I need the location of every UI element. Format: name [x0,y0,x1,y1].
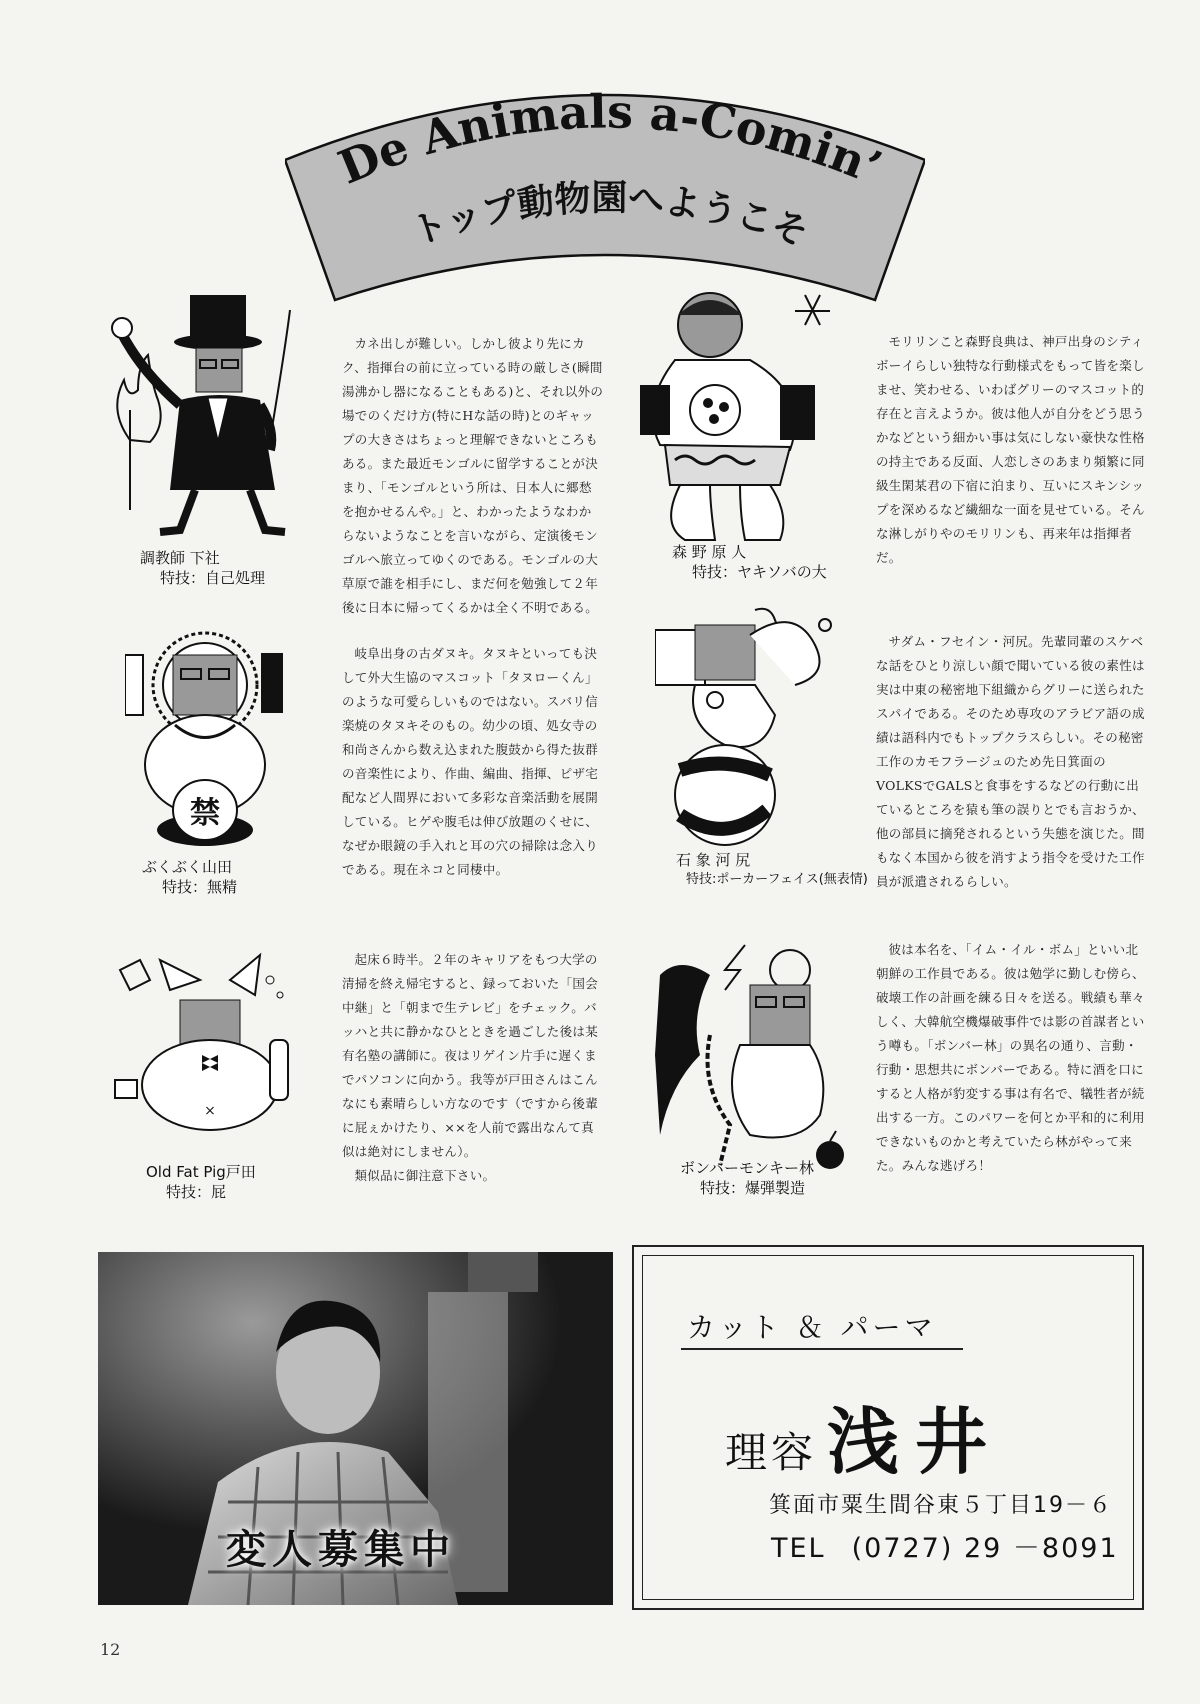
member-caption [142,857,237,897]
member-name: 森 野 原 人 [672,543,747,561]
member-caption [146,1162,256,1202]
svg-text:禁: 禁 [190,796,220,831]
member-bio-text: 起床６時半。２年のキャリアをもつ大学の清掃を終え帰宅すると、録っておいた「国会中継」と「朝まで生テレビ」をチェック。バッハと共に静かなひとときを過ごした後は某有名塾の講師に。夜はリゲイン片手に遅くまでパソコンに向かう。我等が戸田さんはこんなにも素晴らしい方なのです（ですから後輩に屁ぇかけたり、××を人前で露出なんて真似は絶対にしません）。 [342,952,599,1159]
barber-phone [771,1526,1119,1565]
member-caption [676,850,868,890]
member-skill: 特技：自己処理 [160,569,266,587]
barber-divider [681,1348,963,1350]
pig-illustration [110,950,300,1150]
member-bio [342,948,604,1188]
barber-service: カット ＆ パーマ [687,1311,937,1344]
member-bio-text: 彼は本名を、「イム・イル・ボム」といい北朝鮮の工作員である。彼は勉学に勤しむ傍ら、破壊工作の計画を練る日々を送る。戦績も華々しく、大韓航空機爆破事件では影の首謀者という噂も。「ボンバー林」の異名の通り、言動・行動・思想共にボンバーである。特に酒を口にすると人格が豹変する事は有名で、犠牲者が続出する一方。このパワーを何とか平和的に利用できないものかと考えていたら林がやって来た。みんな逃げろ！ [876,942,1145,1173]
monkey-illustration [650,935,850,1175]
member-bio-note: 類似品に御注意下さい。 [354,1168,496,1183]
barber-name [725,1384,1003,1488]
barber-phone-label: TEL [771,1533,826,1564]
member-bio-text: モリリンこと森野良典は、神戸出身のシティボーイらしい独特な行動様式をもって皆を楽しませ、笑わせる、いわばグリーのマスコット的存在と言えようか。彼は他人が自分をどう思うかなどという細かい事は気にしない豪快な性格の持主である反面、人恋しさのあまり頻繁に同級生閑某君の下宿に泊まり、互いにスキンシップを深めるなど繊細な一面を見せている。そんな淋しがりやのモリリンも、再来年は指揮者だ。 [876,334,1145,565]
barber-phone-number: (0727) 29 －8091 [851,1533,1119,1564]
member-skill: 特技：爆弾製造 [700,1179,806,1197]
member-name: ぶくぶく山田 [142,858,233,876]
page-number: 12 [100,1640,121,1659]
member-skill: 特技：無精 [162,878,238,896]
barber-name-prefix: 理容 [725,1428,818,1477]
member-bio [876,938,1146,1178]
member-bio-text: カネ出しが難しい。しかし彼より先にカク、指揮台の前に立っている時の厳しさ(瞬間湯沸かし器になることもある)と、それ以外の場でのくだけ方(特にHな話の時)とのギャップの大きさはちょっと理解できないところもある。また最近モンゴルに留学することが決まり、「モンゴルという所は、日本人に郷愁を抱かせるんや。」と、わかったようなわからないようなことを言いながら、定演後モンゴルへ旅立ってゆくのである。モンゴルの大草原で誰を相手にし、まだ何を勉強して２年後に日本に帰ってくるかは全く不明である。 [342,336,604,615]
member-name: Old Fat Pig戸田 [146,1163,256,1181]
caveman-illustration [640,285,860,555]
photo-ad-caption: 変人募集中 [226,1527,456,1573]
photo-ad [98,1252,613,1605]
member-bio [342,332,604,620]
member-bio-text: サダム・フセイン・河尻。先輩同輩のスケベな話をひとり涼しい顔で聞いている彼の素性は実は中東の秘密地下組織からグリーに送られたスパイである。そのため専攻のアラビア語の成績は語科内でもトップクラスらしい。その秘密工作のカモフラージュのため先日箕面のVOLKSでGALSと食事をするなどの行動に出ているところを猿も筆の誤りとでも言おうか、他の部員に摘発されるという失態を演じた。間もなく本国から彼を消すよう指令を受けた工作員が派遣されるらしい。 [876,634,1145,889]
barber-name-main: 浅井 [827,1399,1004,1484]
member-name: 調教師 下社 [140,549,220,567]
elephant-illustration [655,605,855,855]
member-skill: 特技：屁 [166,1183,227,1201]
member-caption [672,542,827,582]
member-bio [876,330,1146,570]
member-name: ボンバーモンキー林 [680,1159,814,1177]
banner-title-ja: トップ動物園へようこそ [406,177,814,255]
banner-title-en: De Animals a-Comin’ [330,84,890,196]
barber-ad [632,1245,1144,1610]
member-bio-text: 岐阜出身の古ダヌキ。タヌキといっても決して外大生協のマスコット「タヌローくん」のような可愛らしいものではない。スバリ信楽焼のタヌキそのもの。幼少の頃、処女寺の和尚さんから数え込まれた腹鼓から得た抜群の音楽性により、作曲、編曲、指揮、ピザ宅配など人間界において多彩な音楽活動を展開している。ヒゲや腹毛は伸び放題のくせに、なぜか眼鏡の手入れと耳の穴の掃除は念入りである。現在ネコと同棲中。 [342,646,599,877]
member-caption [140,548,265,588]
barber-address: 箕面市粟生間谷東５丁目19－６ [769,1493,1113,1518]
barber-ad-frame [642,1255,1134,1600]
ringmaster-illustration [100,290,300,540]
member-skill: 特技：ヤキソバの大 [692,563,827,581]
svg-text:×: × [204,1103,216,1119]
member-caption [680,1158,814,1198]
title-banner [285,60,925,310]
tanuki-illustration [125,625,285,855]
member-skill: 特技:ポーカーフェイス(無表情) [686,872,868,887]
member-name: 石 象 河 尻 [676,851,751,869]
member-bio [876,630,1146,894]
member-bio [342,642,604,882]
